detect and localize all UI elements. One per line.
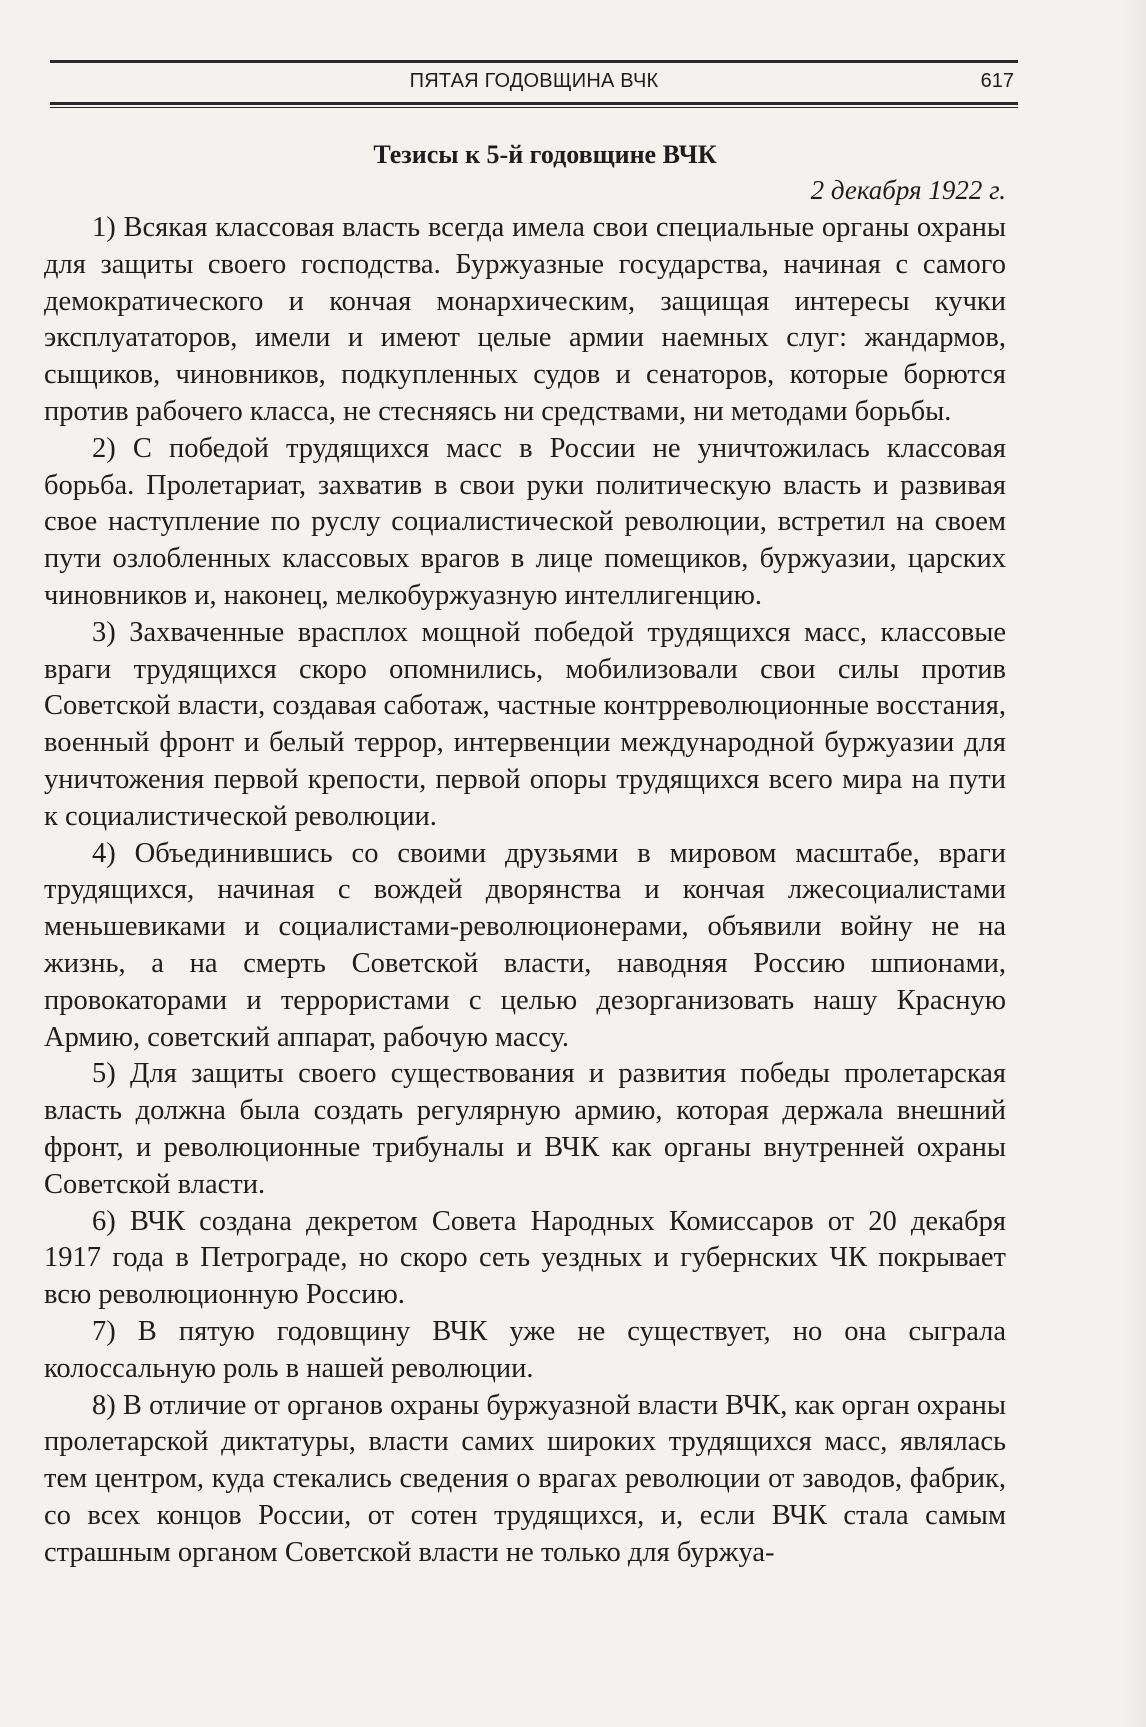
paragraph-8: 8) В отличие от органов охраны буржуазной власти ВЧК, как орган охраны пролетарской диктатуры, власти самих широких трудящихся масс, являлась тем центром, куда стекались сведения о врагах революции от заводов, фабрик, со всех концов России, от сотен трудящихся, и, если ВЧК стала самым страшным органом Советской власти не только для буржуа- <box>44 1389 1006 1568</box>
paragraph-7: 7) В пятую годовщину ВЧК уже не существует, но она сыграла колоссальную роль в нашей революции. <box>44 1315 1006 1384</box>
header-rule-top <box>50 60 1018 63</box>
document-body <box>44 138 1006 1571</box>
paragraph-2: 2) С победой трудящихся масс в России не уничтожилась классовая борьба. Пролетариат, захватив в свои руки политическую власть и развивая свое наступление по руслу социалистической революции, встретил на своем пути озлобленных классовых врагов в лице помещиков, буржуазии, царских чиновников и, наконец, мелкобуржуазную интеллигенцию. <box>44 432 1006 611</box>
paragraph-6: 6) ВЧК создана декретом Совета Народных Комиссаров от 20 декабря 1917 года в Петрограде, но скоро сеть уездных и губернских ЧК покрывает всю революционную Россию. <box>44 1205 1006 1311</box>
document-title: Тезисы к 5-й годовщине ВЧК <box>373 140 717 169</box>
header-rule-bottom-thin <box>50 107 1018 108</box>
header-rule-bottom <box>50 102 1018 105</box>
running-header <box>50 56 1018 112</box>
paragraph-4: 4) Объединившись со своими друзьями в мировом масштабе, враги трудящихся, начиная с вождей дворянства и кончая лжесоциалистами меньшевиками и социалистами-революционерами, объявили войну не на жизнь, а на смерть Советской власти, наводняя Россию шпионами, провокаторами и террористами с целью дезорганизовать нашу Красную Армию, советский аппарат, рабочую массу. <box>44 837 1006 1053</box>
page-edge-shadow <box>1118 0 1146 1727</box>
running-title: ПЯТАЯ ГОДОВЩИНА ВЧК <box>409 70 659 92</box>
paragraph-1: 1) Всякая классовая власть всегда имела свои специальные органы охраны для защиты своего господства. Буржуазные государства, начиная с самого демократического и кончая монархическим, защищая интересы кучки эксплуататоров, имели и имеют целые армии наемных слуг: жандармов, сыщиков, чиновников, подкупленных судов и сенаторов, которые борются против рабочего класса, не стесняясь ни средствами, ни методами борьбы. <box>44 212 1006 427</box>
paragraph-5: 5) Для защиты своего существования и развития победы пролетарская власть должна была создать регулярную армию, которая держала внешний фронт, и революционные трибуналы и ВЧК как органы внутренней охраны Советской власти. <box>44 1058 1006 1200</box>
document-date: 2 декабря 1922 г. <box>810 175 1006 205</box>
page-number: 617 <box>980 70 1014 92</box>
paragraph-3: 3) Захваченные врасплох мощной победой трудящихся масс, классовые враги трудящихся скоро опомнились, мобилизовали свои силы против Советской власти, создавая саботаж, частные контрреволюционные восстания, военный фронт и белый террор, интервенции международной буржуазии для уничтожения первой крепости, первой опоры трудящихся всего мира на пути к социалистической революции. <box>44 616 1006 832</box>
